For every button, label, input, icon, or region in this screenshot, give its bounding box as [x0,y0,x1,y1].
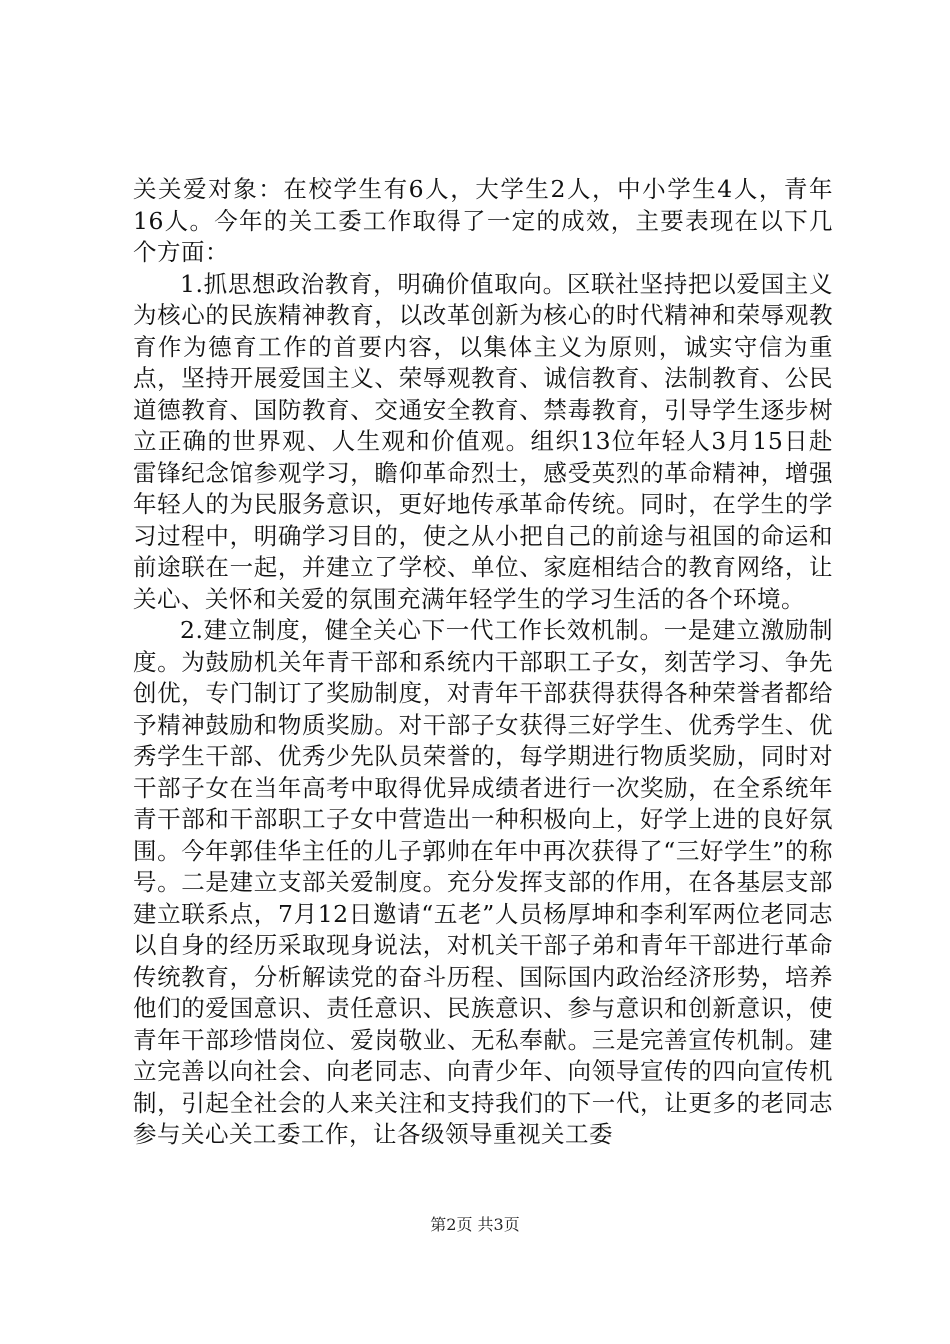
page-number-footer: 第2页 共3页 [430,1215,520,1234]
paragraph-continuation: 关关爱对象：在校学生有6人，大学生2人，中小学生4人，青年16人。今年的关工委工作取得了一定的成效，主要表现在以下几个方面： [133,175,833,266]
document-body [133,174,833,1151]
paragraph-item-2: 2.建立制度，健全关心下一代工作长效机制。一是建立激励制度。为鼓励机关年青干部和系统内干部职工子女，刻苦学习、争先创优，专门制订了奖励制度，对青年干部获得获得各种荣誉者都给予精神鼓励和物质奖励。对干部子女获得三好学生、优秀学生、优秀学生干部、优秀少先队员荣誉的，每学期进行物质奖励，同时对干部子女在当年高考中取得优异成绩者进行一次奖励，在全系统年青干部和干部职工子女中营造出一种积极向上，好学上进的良好氛围。今年郭佳华主任的儿子郭帅在年中再次获得了“三好学生”的称号。二是建立支部关爱制度。充分发挥支部的作用，在各基层支部建立联系点，7月12日邀请“五老”人员杨厚坤和李利军两位老同志以自身的经历采取现身说法，对机关干部子弟和青年干部进行革命传统教育，分析解读党的奋斗历程、国际国内政治经济形势，培养他们的爱国意识、责任意识、民族意识、参与意识和创新意识，使青年干部珍惜岗位、爱岗敬业、无私奉献。三是完善宣传机制。建立完善以向社会、向老同志、向青少年、向领导宣传的四向宣传机制，引起全社会的人来关注和支持我们的下一代，让更多的老同志参与关心关工委工作，让各级领导重视关工委 [133,616,833,1148]
paragraph-item-1: 1.抓思想政治教育，明确价值取向。区联社坚持把以爱国主义为核心的民族精神教育，以改革创新为核心的时代精神和荣辱观教育作为德育工作的首要内容，以集体主义为原则，诚实守信为重点，坚持开展爱国主义、荣辱观教育、诚信教育、法制教育、公民道德教育、国防教育、交通安全教育、禁毒教育，引导学生逐步树立正确的世界观、人生观和价值观。组织13位年轻人3月15日赴雷锋纪念馆参观学习，瞻仰革命烈士，感受英烈的革命精神，增强年轻人的为民服务意识，更好地传承革命传统。同时，在学生的学习过程中，明确学习目的，使之从小把自己的前途与祖国的命运和前途联在一起，并建立了学校、单位、家庭相结合的教育网络，让关心、关怀和关爱的氛围充满年轻学生的学习生活的各个环境。 [133,269,833,613]
